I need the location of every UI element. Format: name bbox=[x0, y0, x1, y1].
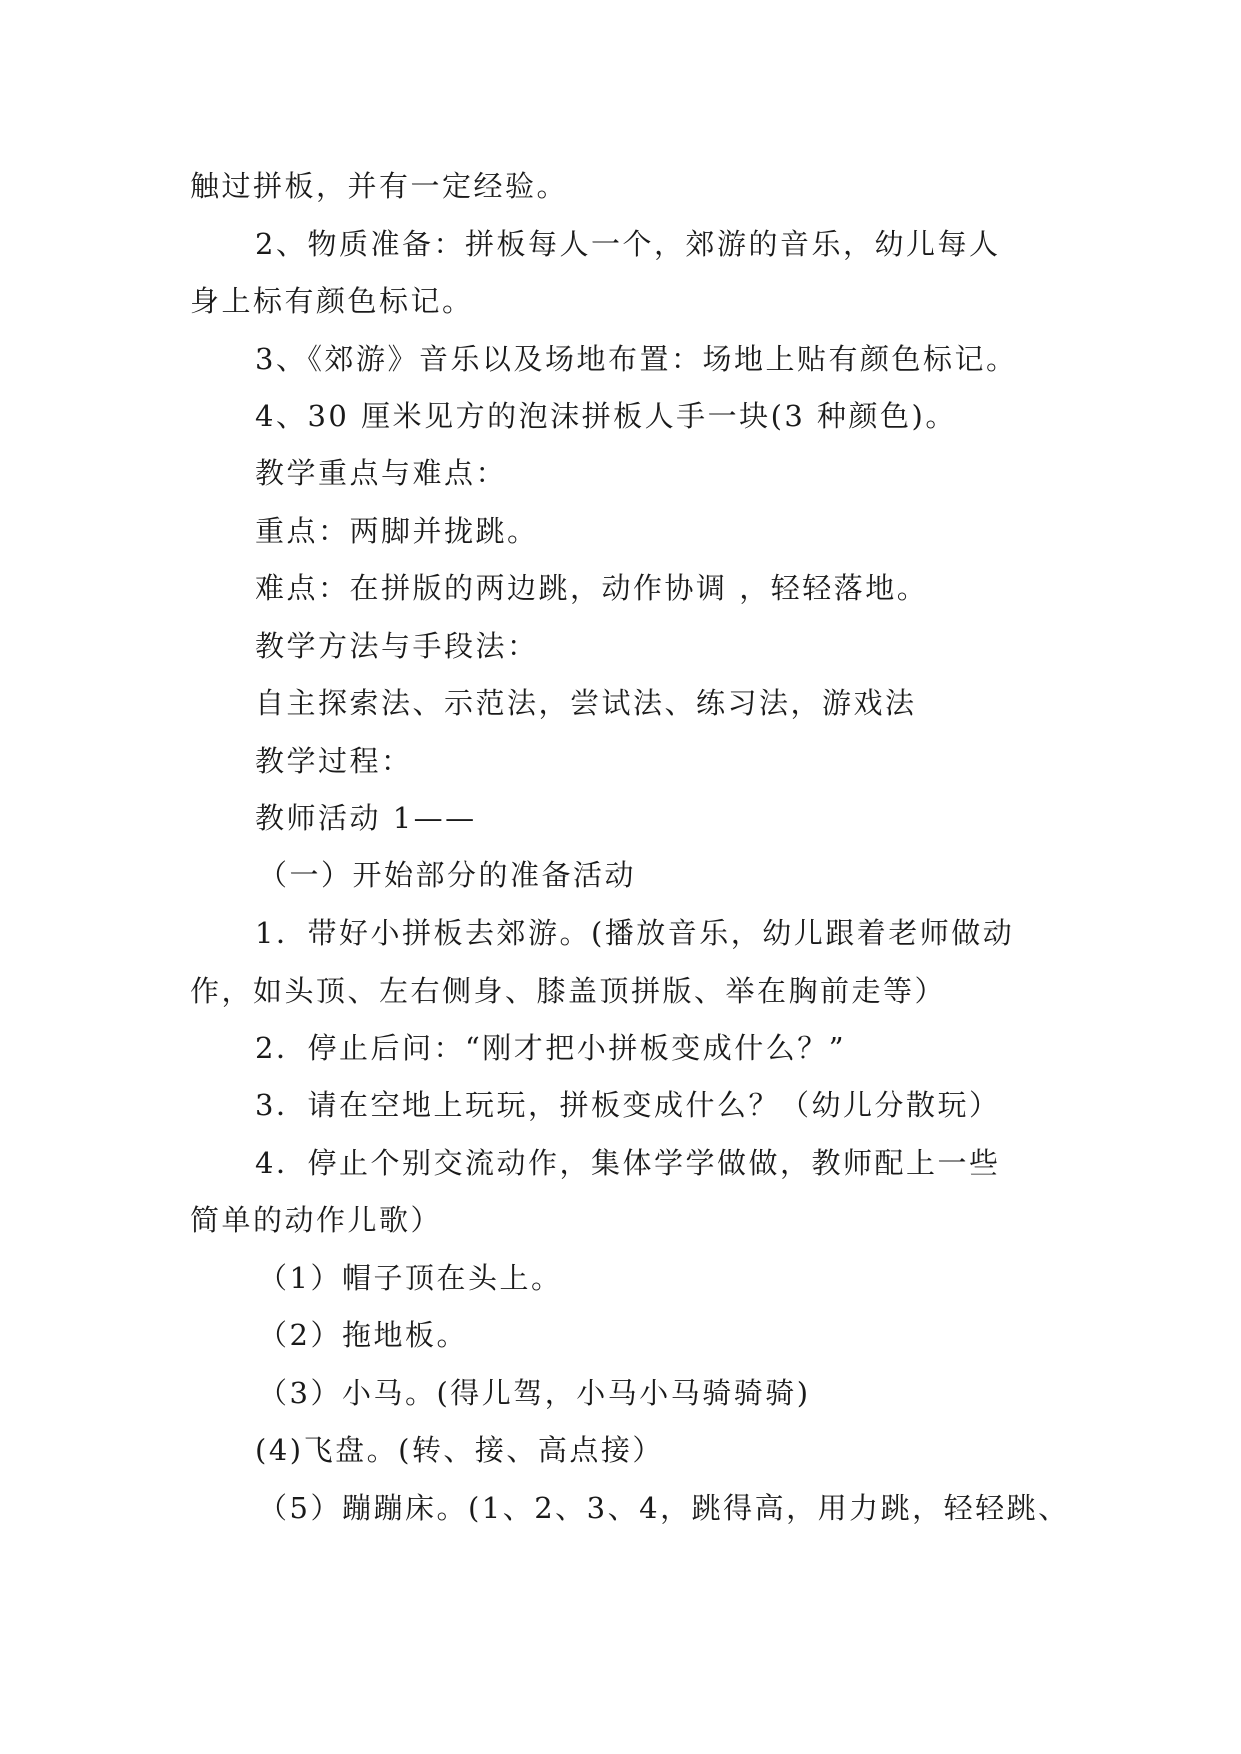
text-line-16: 2．停止后问：“刚才把小拼板变成什么？” bbox=[255, 1031, 847, 1065]
text-line-21: （2）拖地板。 bbox=[258, 1318, 468, 1352]
text-line-22: （3）小马。(得儿驾，小马小马骑骑骑) bbox=[258, 1376, 811, 1410]
text-line-1: 触过拼板，并有一定经验。 bbox=[190, 169, 569, 203]
text-line-14: 1．带好小拼板去郊游。(播放音乐，幼儿跟着老师做动 bbox=[255, 916, 1015, 950]
text-line-2: 2、物质准备：拼板每人一个，郊游的音乐，幼儿每人 bbox=[255, 227, 1001, 261]
text-line-7: 重点：两脚并拢跳。 bbox=[255, 514, 539, 548]
text-line-23: (4)飞盘。(转、接、高点接） bbox=[255, 1433, 664, 1467]
text-line-6: 教学重点与难点： bbox=[255, 456, 508, 490]
text-line-9: 教学方法与手段法： bbox=[255, 629, 539, 663]
text-line-19: 简单的动作儿歌） bbox=[190, 1203, 443, 1237]
text-line-15: 作，如头顶、左右侧身、膝盖顶拼版、举在胸前走等） bbox=[190, 974, 947, 1008]
text-line-20: （1）帽子顶在头上。 bbox=[258, 1261, 563, 1295]
text-line-17: 3．请在空地上玩玩，拼板变成什么？（幼儿分散玩） bbox=[255, 1088, 1001, 1122]
text-line-3: 身上标有颜色标记。 bbox=[190, 284, 474, 318]
text-line-13: （一）开始部分的准备活动 bbox=[258, 858, 637, 892]
text-line-18: 4．停止个别交流动作，集体学学做做，教师配上一些 bbox=[255, 1146, 1001, 1180]
text-line-12: 教师活动 1—— bbox=[255, 801, 477, 835]
text-line-5: 4、30 厘米见方的泡沫拼板人手一块(3 种颜色)。 bbox=[255, 399, 957, 433]
text-line-10: 自主探索法、示范法，尝试法、练习法，游戏法 bbox=[255, 686, 917, 720]
text-line-4: 3、《郊游》音乐以及场地布置：场地上贴有颜色标记。 bbox=[255, 342, 1018, 376]
text-line-24: （5）蹦蹦床。(1、2、3、4，跳得高，用力跳，轻轻跳、 bbox=[258, 1491, 1070, 1525]
text-line-11: 教学过程： bbox=[255, 744, 413, 778]
text-line-8: 难点：在拼版的两边跳，动作协调 ，轻轻落地。 bbox=[255, 571, 929, 605]
